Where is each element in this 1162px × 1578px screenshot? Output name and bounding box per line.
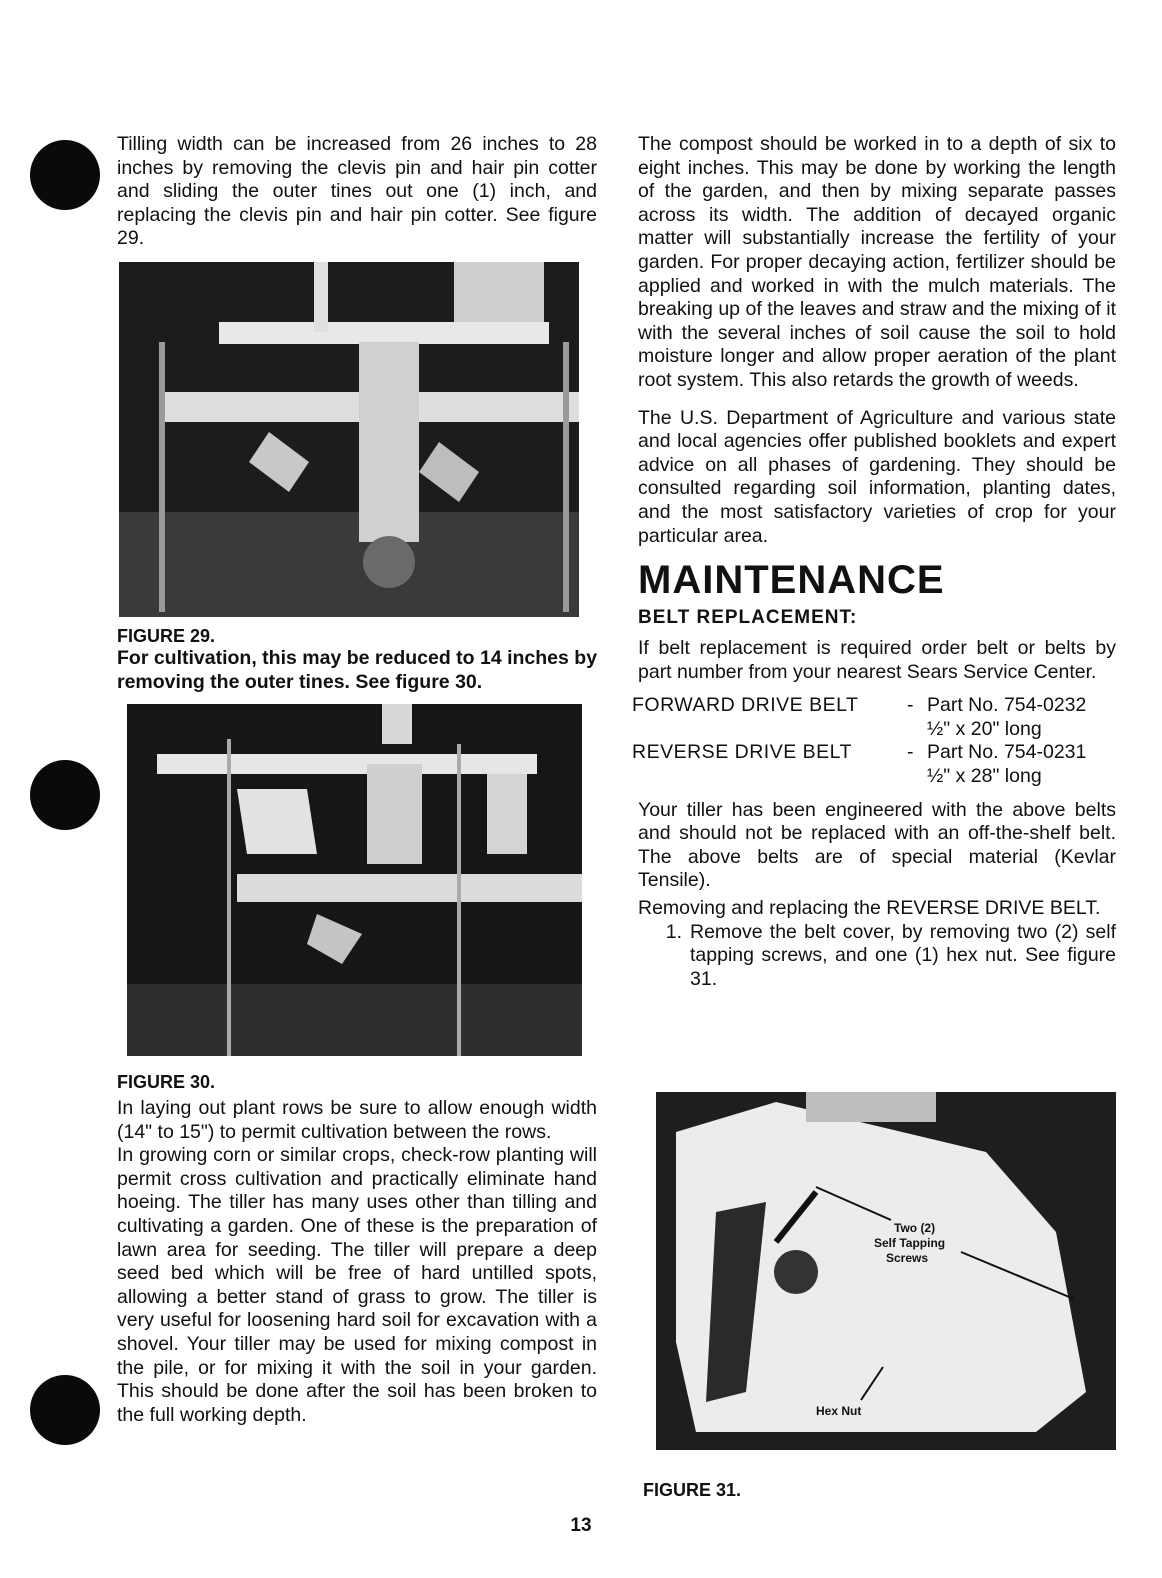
tilling-width-paragraph: Tilling width can be increased from 26 inches to 28 inches by removing the clevis pin and hair pin cotter and sliding the outer tines out one (1) inch, and replacing the clevis pin and hair pin cotter. See figure 29. <box>117 133 597 250</box>
figure-31-photo <box>656 1092 1116 1450</box>
step-number: 1. <box>665 920 682 943</box>
figure-31-label-hex-nut: Hex Nut <box>816 1404 862 1418</box>
usda-paragraph: The U.S. Department of Agriculture and various state and local agencies offer published booklets and expert advice on all phases of gardening. They should be consulted regarding soil information, planting dates, and the most satisfactory varieties of crop for your particular area. <box>638 406 1116 547</box>
uses-paragraph: In growing corn or similar crops, check-row planting will permit cross cultivation and practically eliminate hand hoeing. The tiller has many uses other than tilling and cultivating a garden. One of these is the preparation of lawn area for seeding. The tiller will prepare a deep seed bed which will be free of hard untilled spots, allowing a better stand of grass to grow. The tiller is very useful for loosening hard soil for excavation with a shovel. Your tiller may be used for mixing compost in the pile, or for mixing it with the soil in your garden. This should be done after the soil has been broken to the full working depth. <box>117 1144 597 1426</box>
figure-29-caption: FIGURE 29. <box>117 626 216 646</box>
removing-belt-paragraph: Removing and replacing the REVERSE DRIVE BELT. <box>638 897 1101 920</box>
binder-hole-top <box>30 140 100 210</box>
belt-name: REVERSE DRIVE BELT <box>632 741 852 764</box>
belt-row-forward-size <box>632 718 1116 742</box>
belt-row-reverse-size <box>632 765 1116 789</box>
compost-paragraph: The compost should be worked in to a depth of six to eight inches. This may be done by working the length of the garden, and then by mixing separate passes across its width. The addition of decayed organic matter will substantially increase the fertility of your garden. For proper decaying action, fertilizer should be applied and worked in with the mulch materials. The breaking up of the leaves and straw and the mixing of it with the several inches of soil cause the soil to hold moisture longer and allow proper aeration of the plant root system. This also retards the growth of weeds. <box>638 133 1116 391</box>
maintenance-heading: MAINTENANCE <box>638 558 945 603</box>
binder-hole-bottom <box>30 1375 100 1445</box>
figure-30-photo <box>127 704 582 1056</box>
belt-row-reverse <box>632 741 1116 765</box>
right-column <box>632 133 1116 991</box>
figure-30-caption: FIGURE 30. <box>117 1072 216 1092</box>
figure-31-caption: FIGURE 31. <box>643 1480 742 1500</box>
cultivation-paragraph: For cultivation, this may be reduced to 14 inches by removing the outer tines. See figure 30. <box>117 647 598 693</box>
belt-part-number: Part No. 754-0232 <box>927 694 1087 717</box>
left-bottom-text <box>117 1072 597 1427</box>
belt-row-forward <box>632 694 1116 718</box>
figure-31-label-screws-1: Two (2) <box>894 1221 936 1235</box>
belt-name: FORWARD DRIVE BELT <box>632 694 859 717</box>
belt-dash: - <box>907 741 914 764</box>
figure-29-caption-block <box>117 626 602 694</box>
figure-31-label-screws-2: Self Tapping <box>874 1236 946 1250</box>
step-1 <box>638 921 1116 992</box>
belt-size: ½" x 20" long <box>927 717 1042 740</box>
engineered-belts-paragraph: Your tiller has been engineered with the above belts and should not be replaced with an off-the-shelf belt. The above belts are of special material (Kevlar Tensile). <box>638 798 1116 892</box>
belt-size: ½" x 28" long <box>927 765 1042 788</box>
figure-31-label-screws-3: Screws <box>886 1251 929 1265</box>
belt-replacement-subheading: BELT REPLACEMENT: <box>638 607 858 629</box>
belt-dash: - <box>907 694 914 717</box>
belt-table <box>632 694 1116 788</box>
page-number: 13 <box>570 1515 592 1536</box>
step-text: Remove the belt cover, by removing two (2) self tapping screws, and one (1) hex nut. See figure 31. <box>690 920 1116 990</box>
belt-order-paragraph: If belt replacement is required order belt or belts by part number from your nearest Sears Service Center. <box>638 637 1116 683</box>
plant-rows-paragraph: In laying out plant rows be sure to allow enough width (14" to 15") to permit cultivation between the rows. <box>117 1097 597 1143</box>
binder-hole-middle <box>30 760 100 830</box>
belt-part-number: Part No. 754-0231 <box>927 741 1087 764</box>
figure-29-photo <box>119 262 579 617</box>
left-column <box>117 133 597 251</box>
